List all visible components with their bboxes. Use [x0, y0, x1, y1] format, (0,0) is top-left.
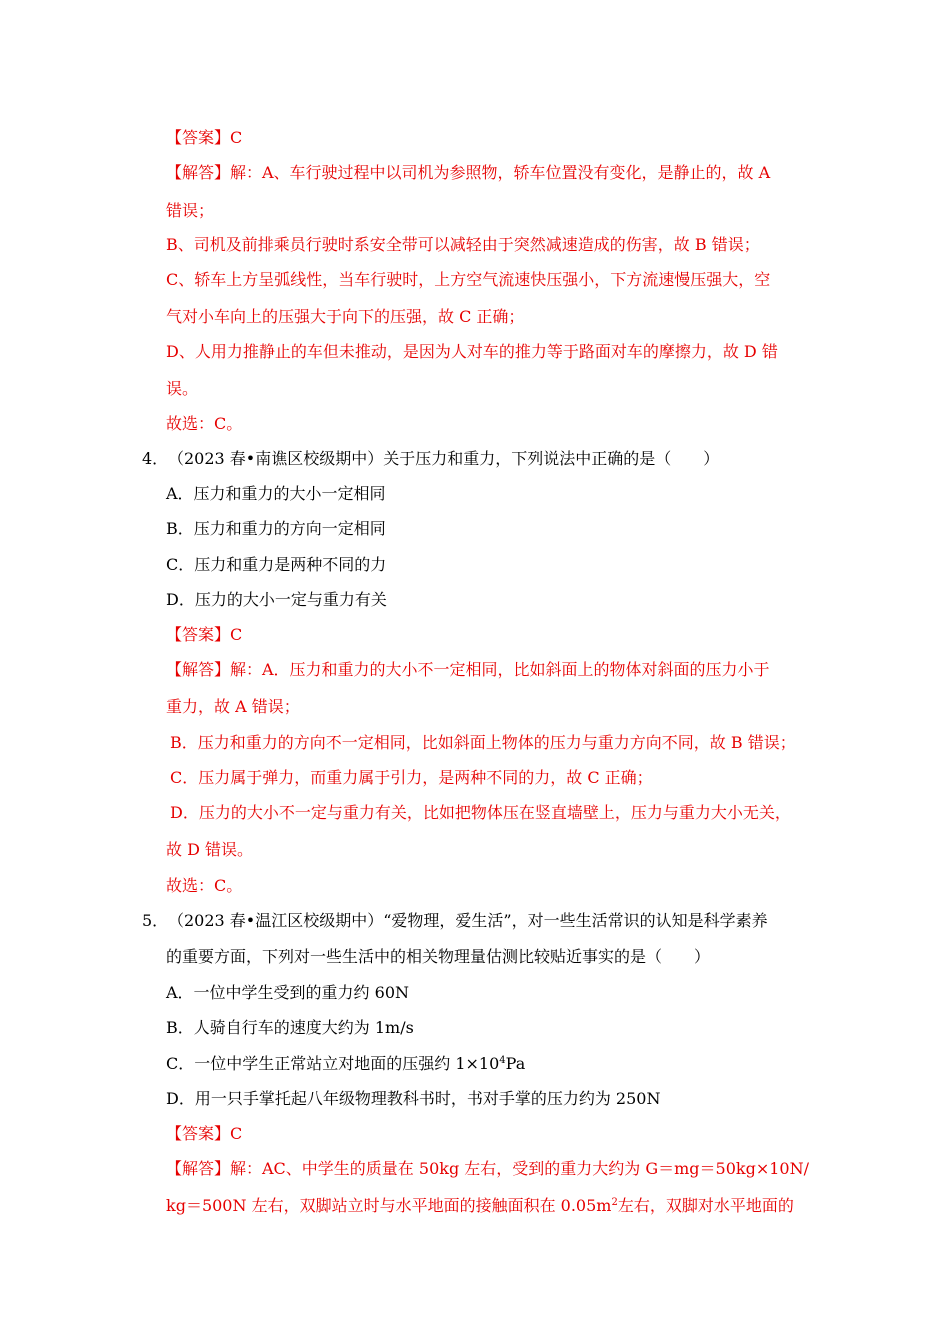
q4-option-a: A．压力和重力的大小一定相同	[166, 484, 386, 503]
q4-option-d: D．压力的大小一定与重力有关	[166, 590, 387, 609]
q4-explanation-line-1: 【解答】解：A．压力和重力的大小不一定相同，比如斜面上的物体对斜面的压力小于	[166, 660, 770, 679]
q5-explanation-line-1: 【解答】解：AC、中学生的质量在 50kg 左右，受到的重力大约为 G＝mg＝50kg×10N/	[166, 1159, 810, 1178]
q4-stem-text: （2023 春•南谯区校级期中）关于压力和重力，下列说法中正确的是（ ）	[168, 449, 720, 468]
q3-explanation-line-7: 误。	[166, 379, 199, 398]
q4-stem	[142, 449, 719, 469]
q3-explanation-line-6: D、人用力推静止的车但未推动，是因为人对车的推力等于路面对车的摩擦力，故 D 错	[166, 342, 778, 361]
q3-explanation-line-3: B、司机及前排乘员行驶时系安全带可以减轻由于突然减速造成的伤害，故 B 错误；	[166, 235, 760, 254]
q5-option-c-unit: Pa	[505, 1054, 526, 1073]
q5-number: 5．	[142, 911, 169, 930]
q4-option-b: B．压力和重力的方向一定相同	[166, 519, 386, 538]
q5-option-a: A．一位中学生受到的重力约 60N	[166, 983, 410, 1002]
q5-option-d: D．用一只手掌托起八年级物理教科书时，书对手掌的压力约为 250N	[166, 1089, 661, 1108]
q5-stem-line-1	[142, 911, 768, 931]
q5-explanation-line-2-text: kg＝500N 左右，双脚站立时与水平地面的接触面积在 0.05m	[166, 1196, 612, 1215]
q5-explanation-line-2-rest: 左右，双脚对水平地面的	[617, 1196, 794, 1215]
q5-option-b: B．人骑自行车的速度大约为 1m/s	[166, 1018, 414, 1037]
q5-stem-line-2: 的重要方面，下列对一些生活中的相关物理量估测比较贴近事实的是（ ）	[166, 947, 711, 966]
q4-explanation-line-5: D．压力的大小不一定与重力有关，比如把物体压在竖直墙壁上，压力与重力大小无关，	[170, 803, 791, 822]
q3-explanation-line-5: 气对小车向上的压强大于向下的压强，故 C 正确；	[166, 307, 525, 326]
q3-explanation-line-4: C、轿车上方呈弧线性，当车行驶时，上方空气流速快压强小，下方流速慢压强大，空	[166, 270, 771, 289]
q3-conclusion: 故选：C。	[166, 414, 243, 433]
q5-answer: 【答案】C	[166, 1124, 243, 1143]
q3-explanation-line-1: 【解答】解：A、车行驶过程中以司机为参照物，轿车位置没有变化，是静止的，故 A	[166, 163, 771, 182]
q3-explanation-line-2: 错误；	[166, 201, 215, 220]
q4-number: 4．	[142, 449, 169, 468]
q5-explanation-exponent: 2	[611, 1197, 618, 1208]
q4-explanation-line-3: B．压力和重力的方向不一定相同，比如斜面上物体的压力与重力方向不同，故 B 错误；	[170, 733, 796, 752]
q4-explanation-line-6: 故 D 错误。	[166, 840, 254, 859]
q4-explanation-line-4: C．压力属于弹力，而重力属于引力，是两种不同的力，故 C 正确；	[170, 768, 653, 787]
q5-stem-text-1: （2023 春•温江区校级期中）“爱物理，爱生活”，对一些生活常识的认知是科学素养	[168, 911, 768, 930]
q5-option-c-exponent: 4	[499, 1055, 506, 1066]
q5-explanation-line-2	[166, 1196, 794, 1216]
q4-answer: 【答案】C	[166, 625, 243, 644]
q4-conclusion: 故选：C。	[166, 876, 243, 895]
q5-option-c-text: C．一位中学生正常站立对地面的压强约 1×10	[166, 1054, 500, 1073]
q4-explanation-line-2: 重力，故 A 错误；	[166, 697, 300, 716]
q4-option-c: C．压力和重力是两种不同的力	[166, 555, 387, 574]
q3-answer: 【答案】C	[166, 128, 243, 147]
q5-option-c	[166, 1054, 525, 1074]
